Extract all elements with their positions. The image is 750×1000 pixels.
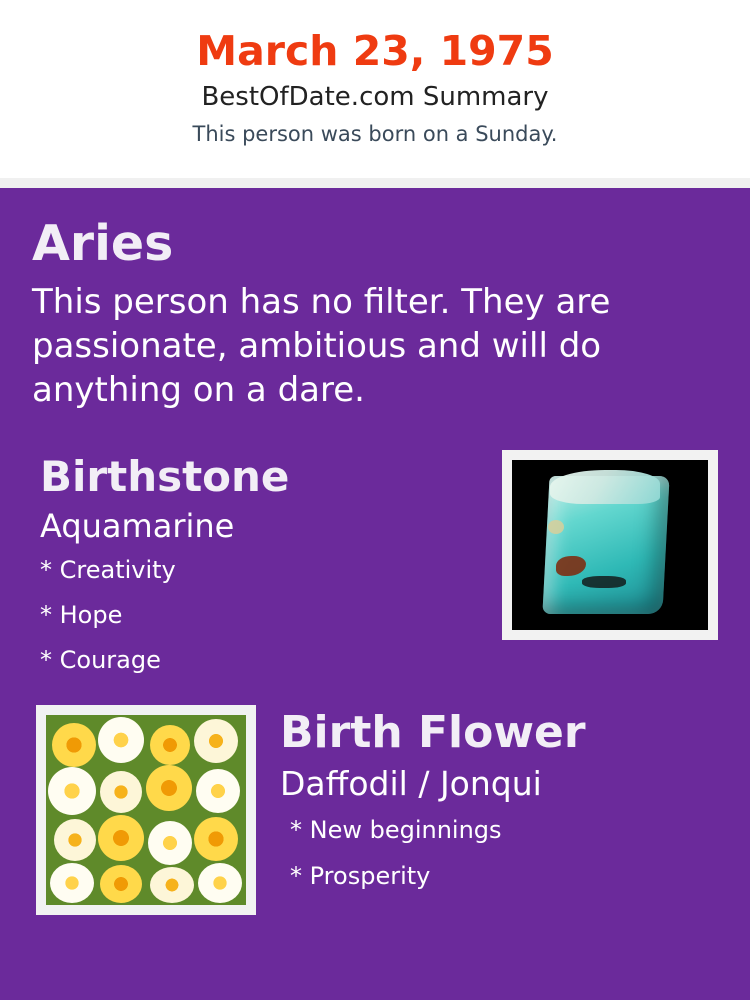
zodiac-description: This person has no filter. They are passionate, ambitious and will do anything on a dare. xyxy=(32,282,611,410)
birthstone-image xyxy=(502,450,718,640)
crystal-inclusion xyxy=(582,576,626,588)
birthflower-section xyxy=(32,705,718,925)
birthflower-image xyxy=(36,705,256,915)
birthstone-trait: * Courage xyxy=(40,646,161,674)
zodiac-sign-title: Aries xyxy=(32,215,174,272)
crystal-highlight xyxy=(550,470,660,504)
birthflower-name: Daffodil / Jonqui xyxy=(280,764,542,803)
birth-day-note: This person was born on a Sunday. xyxy=(192,122,558,146)
birthstone-section xyxy=(32,450,718,683)
birthflower-text xyxy=(280,705,718,899)
aquamarine-crystal-icon xyxy=(512,460,708,630)
crystal-inclusion xyxy=(548,520,564,534)
birthstone-name: Aquamarine xyxy=(40,507,235,545)
birthstone-title: Birthstone xyxy=(40,452,290,501)
birthstone-trait: * Hope xyxy=(40,601,123,629)
birthflower-title: Birth Flower xyxy=(280,707,586,758)
birthstone-trait: * Creativity xyxy=(40,556,176,584)
daffodil-flowers-icon xyxy=(46,715,246,905)
birthflower-trait: * Prosperity xyxy=(290,862,431,890)
birthflower-trait: * New beginnings xyxy=(290,816,502,844)
page-title: March 23, 1975 xyxy=(196,27,554,75)
birthstone-text xyxy=(32,450,472,683)
site-name: BestOfDate.com Summary xyxy=(201,82,549,112)
header xyxy=(0,0,750,178)
section-divider xyxy=(0,178,750,188)
details-panel xyxy=(0,188,750,1000)
